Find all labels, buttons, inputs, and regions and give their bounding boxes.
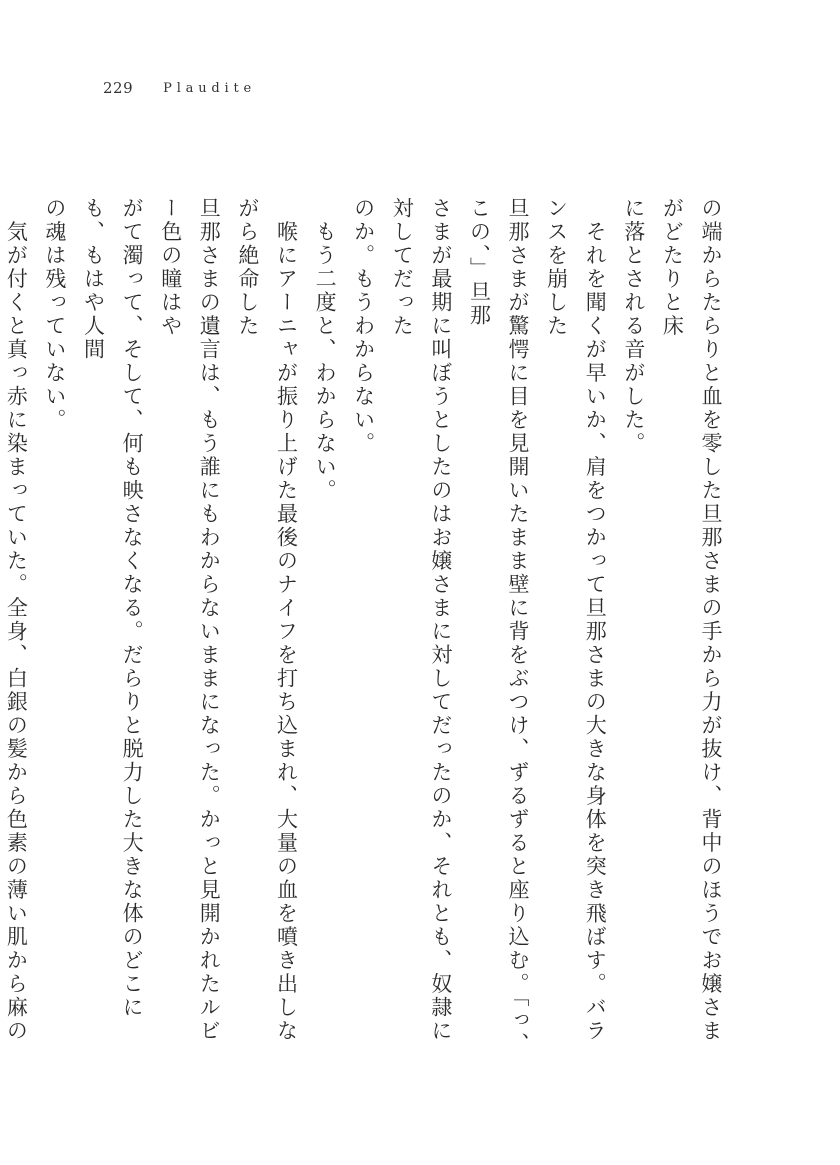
text-line: の魂は残っていない。 xyxy=(42,197,67,432)
running-title: Plaudite xyxy=(163,80,256,96)
text-line: 旦那さまが驚愕に目を見開いたまま壁に背をぶつけ、ずるずると座り込む。「っ、この、」旦那 xyxy=(467,197,531,1056)
text-line: 気が付くと真っ赤に染まっていた。全身、白銀の髪から色素の薄い肌から麻の xyxy=(4,220,29,1043)
text-line: に落とされる音がした。 xyxy=(621,197,646,456)
text-line: のか。もうわからない。 xyxy=(351,197,376,456)
text-line: もう二度と、わからない。 xyxy=(313,197,338,503)
text-line: 喉にアーニャが振り上げた最後のナイフを打ち込まれ、大量の血を噴き出しながら絶命した xyxy=(235,197,299,1043)
running-header xyxy=(103,76,256,100)
text-line: 旦那さまの遺言は、もう誰にもわからないままになった。かっと見開かれたルビー色の瞳はや xyxy=(158,197,222,1043)
vertical-body-text xyxy=(4,197,730,1057)
page-number: 229 xyxy=(103,79,134,97)
text-line: それを聞くが早いか、肩をつかって旦那さまの大きな身体を突き飛ばす。バランスを崩した xyxy=(544,197,608,1043)
text-line: がて濁って、そして、何も映さなくなる。だらりと脱力した大きな体のどこにも、もはや人間 xyxy=(81,197,145,1020)
text-line: さまが最期に叫ぼうとしたのはお嬢さまに対してだったのか、それとも、奴隷に対してだった xyxy=(390,197,453,1043)
text-line: の端からたらりと血を零した旦那さまの手から力が抜け、背中のほうでお嬢さまがどたりと床 xyxy=(660,197,723,1043)
